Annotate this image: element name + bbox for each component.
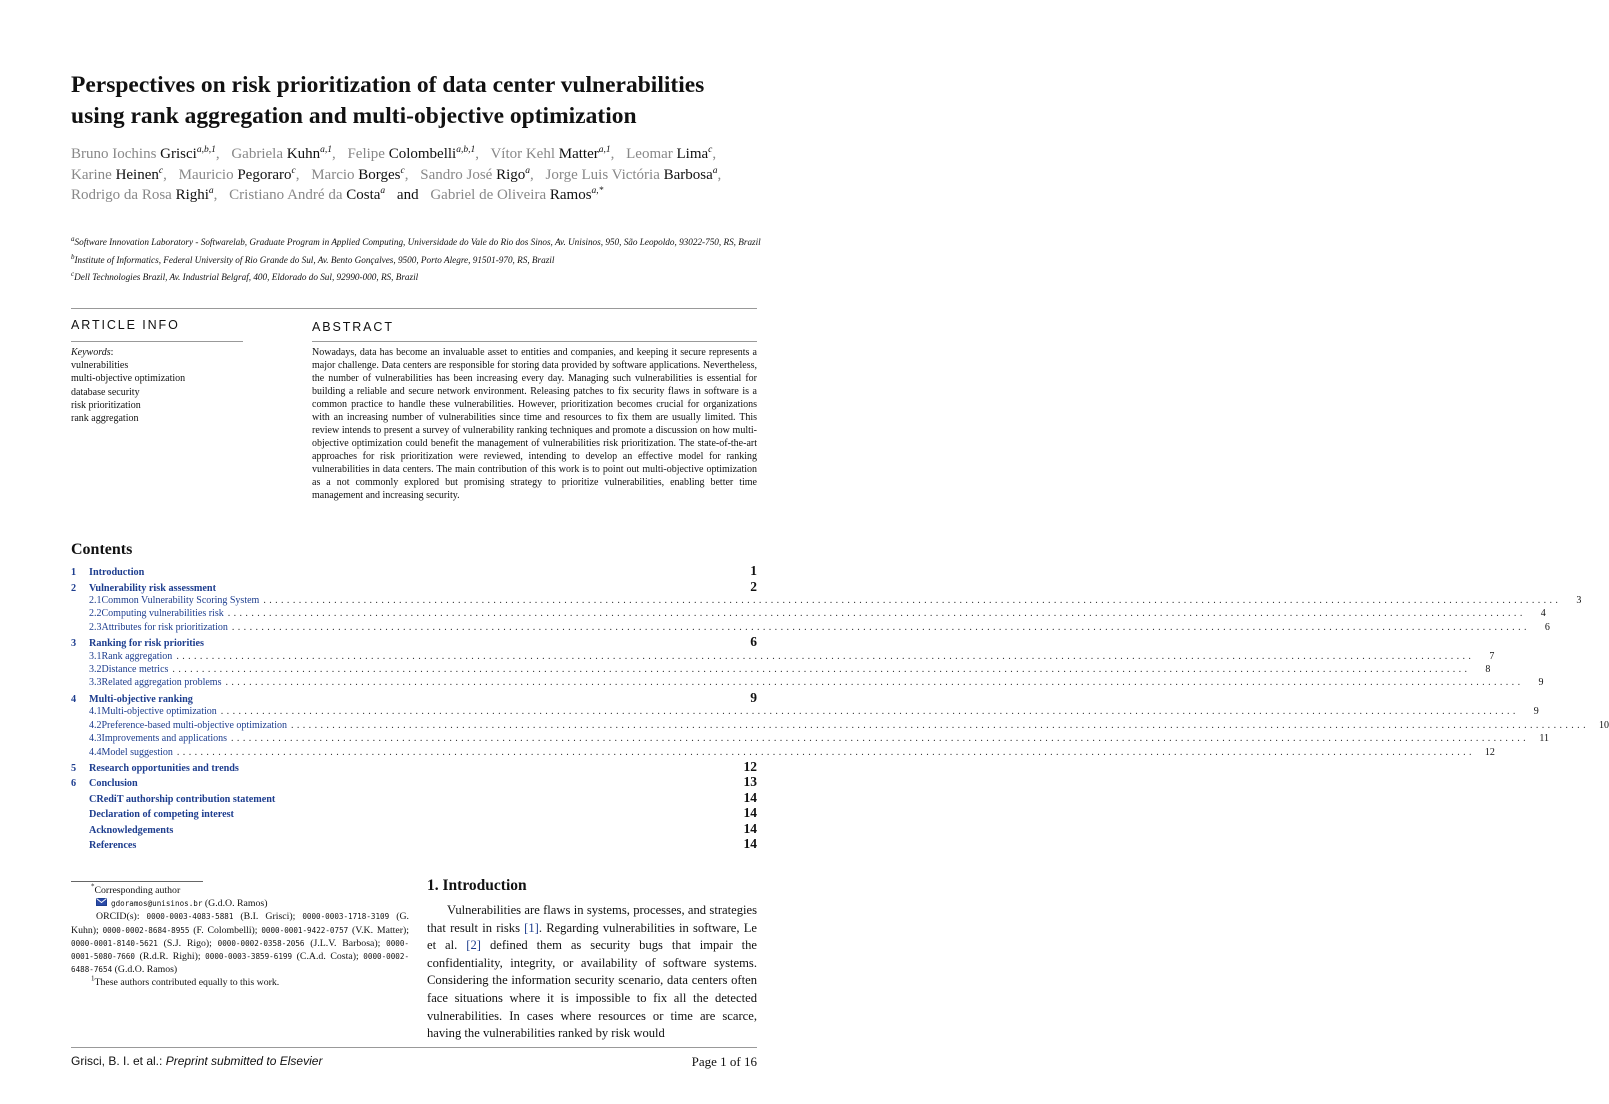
toc-label: Conclusion [89, 778, 138, 790]
author[interactable]: Vítor Kehl Matter$^{a,1}$, [490, 145, 615, 162]
equal-contribution-note: $^1$These authors contributed equally to this work. [91, 975, 280, 989]
toc-number: 4.4 [89, 746, 102, 758]
introduction-heading: 1. Introduction [427, 877, 527, 894]
orcid-id[interactable]: 0000-0002-6488-7654 [71, 952, 410, 975]
orcid-owner: (V.K. Matter); [352, 924, 409, 936]
toc-entry[interactable] [71, 676, 1544, 689]
toc-number: 3.2 [89, 664, 102, 676]
keyword: rank aggregation [71, 413, 139, 425]
keywords-list [71, 359, 271, 425]
author-surname: Lima [676, 146, 709, 162]
author[interactable]: Sandro José Rigo$^a$, [420, 165, 534, 183]
author-list [71, 144, 761, 206]
orcid-id[interactable]: 0000-0003-4083-5881 [146, 912, 234, 922]
author[interactable]: Bruno Iochins Grisci$^{a,b,1}$, [71, 145, 220, 162]
toc-number: 6 [71, 778, 77, 790]
orcid-owner: (J.L.V. Barbosa); [310, 937, 381, 949]
author-surname: Borges [358, 166, 401, 183]
orcid-owner: (B.I. Grisci); [240, 911, 296, 923]
abstract-text: Nowadays, data has become an invaluable asset to entities and companies, and keeping it secure represents a major challenge. Data centers are responsible for storing data provided by software applications. Nevertheless, the number of vulnerabilities has been increasing every day. Managing such vulnerabilities is essential for building a reliable and secure network environment. Releasing patches to fix security flaws in software is a common practice to handle these vulnerabilities. However, prioritization becomes crucial for organizations with an increasing number of vulnerabilities since time and resources to fix them are usually limited. This review intends to present a survey of vulnerability ranking techniques and promote a discussion on how multi-objective optimization could benefit the management of vulnerabilities risk prioritization. The state-of-the-art approaches for risk prioritization were reviewed, intending to develop an effective model for ranking vulnerabilities in data centers. The main contribution of this work is to point out multi-objective optimization as a not commonly explored but promising strategy to prioritize vulnerabilities, enabling better time management and increasing security. [312, 347, 757, 501]
toc-page: 3 [1576, 595, 1582, 606]
toc-entry[interactable] [71, 690, 757, 706]
toc-entry[interactable] [71, 650, 1495, 663]
footer-divider [71, 1047, 757, 1048]
orcid-id[interactable]: 0000-0002-0358-2056 [217, 938, 305, 948]
toc-number: 2.3 [89, 621, 102, 633]
toc-entry[interactable] [71, 607, 1546, 620]
toc-page: 12 [743, 758, 757, 774]
toc-leader: ............................................................................................................................................................................................................................ [227, 608, 1526, 620]
toc-page: 7 [1489, 650, 1495, 662]
toc-number: 2.1 [89, 595, 102, 606]
keyword: multi-objective optimization [71, 373, 186, 385]
email-line: gdoramos@unisinos.br (G.d.O. Ramos) [71, 897, 409, 910]
toc-label: Preference-based multi-objective optimization [101, 719, 287, 731]
affiliation-text: Software Innovation Laboratory - Softwarelab, Graduate Program in Applied Computing, Universidade do Vale do Rio dos Sinos, Av. Unisinos, 950, São Leopoldo, 93022-750, RS, Brazil [74, 237, 761, 247]
author-marks: a [525, 165, 531, 176]
paper-title: Perspectives on risk prioritization of data center vulnerabilities using rank aggregation and multi-objective optimization [71, 72, 705, 129]
author[interactable]: Jorge Luis Victória Barbosa$^a$, [545, 165, 722, 183]
toc-number: 2 [71, 582, 77, 594]
toc-page: 9 [1533, 706, 1539, 718]
affiliation [71, 254, 761, 267]
toc-number: 4.1 [89, 706, 102, 718]
email-address[interactable]: gdoramos@unisinos.br [111, 899, 203, 909]
author-marks: a,1 [320, 145, 332, 155]
intro-text-run: . Regarding vulnerabilities in software, Le et al. [427, 920, 757, 953]
toc-label: Improvements and applications [101, 733, 228, 745]
author[interactable]: Rodrigo da Rosa Righi$^a$, [71, 186, 218, 203]
affiliation-mark: b [71, 252, 75, 261]
toc-page: 6 [750, 634, 757, 650]
author-surname: Costa [346, 187, 381, 203]
contents-heading: Contents [71, 541, 133, 558]
toc-page: 6 [1544, 621, 1550, 633]
toc-entry[interactable] [71, 836, 757, 852]
abstract-heading: ABSTRACT [312, 320, 394, 334]
intro-text-run: Vulnerabilities are flaws in systems, processes, and strategies that result in risks [427, 903, 757, 935]
orcid-id[interactable]: 0000-0001-9422-0757 [261, 925, 349, 935]
orcid-owner: (F. Colombelli); [193, 924, 258, 936]
envelope-icon [96, 897, 107, 910]
toc-page: 9 [750, 689, 757, 705]
author-marks: a,* [591, 186, 604, 196]
toc-entry[interactable] [71, 579, 757, 595]
author-surname: Barbosa [663, 166, 713, 183]
author-marks: c [291, 165, 296, 176]
author-marks: a,1 [598, 145, 611, 155]
author-surname: Rigo [496, 166, 526, 183]
toc-leader: ............................................................................................................................................................................................................................ [290, 719, 1589, 731]
toc-leader: ............................................................................................................................................................................................................................ [231, 621, 1530, 633]
author-marks: a [380, 186, 386, 196]
orcid-id[interactable]: 0000-0003-3859-6199 [205, 952, 293, 962]
orcid-owner: (S.J. Rigo); [163, 937, 212, 949]
author[interactable]: Mauricio Pegoraro$^c$, [178, 165, 300, 183]
toc-label: Common Vulnerability Scoring System [101, 595, 260, 606]
author-marks: c [708, 145, 713, 155]
toc-leader: ............................................................................................................................................................................................................................ [176, 650, 1475, 662]
author-marks: a [712, 165, 718, 176]
toc-number: 1 [71, 567, 77, 578]
toc-label: Ranking for risk priorities [89, 638, 204, 650]
affiliation [71, 271, 761, 284]
orcid-id[interactable]: 0000-0001-5080-7660 [71, 938, 409, 962]
author[interactable]: Felipe Colombelli$^{a,b,1}$, [347, 145, 479, 162]
author-surname: Kuhn [286, 146, 321, 162]
toc-leader: ............................................................................................................................................................................................................................ [263, 595, 1562, 606]
toc-entry[interactable] [71, 821, 757, 837]
orcid-list [71, 910, 409, 976]
toc-label: References [89, 840, 137, 852]
toc-page: 12 [1484, 746, 1495, 758]
toc-page: 13 [743, 774, 757, 790]
keyword: risk prioritization [71, 399, 141, 411]
affiliation-text: Dell Technologies Brazil, Av. Industrial Belgraf, 400, Eldorado do Sul, 92990-000, RS, Brazil [74, 272, 419, 282]
toc-entry[interactable] [71, 790, 757, 806]
toc-label: Computing vulnerabilities risk [101, 608, 224, 620]
toc-leader: ............................................................................................................................................................................................................................ [172, 664, 1471, 676]
affiliation-mark: c [71, 269, 75, 278]
toc-entry[interactable] [71, 621, 1550, 634]
toc-label: Multi-objective optimization [101, 706, 217, 718]
toc-entry[interactable] [71, 732, 1550, 745]
page-number: Page 1 of 16 [691, 1054, 757, 1069]
author[interactable]: Gabriel de Oliveira Ramos$^{a,*}$ [430, 186, 604, 203]
author[interactable]: Gabriela Kuhn$^{a,1}$, [231, 145, 336, 162]
orcid-owner: (G. Kuhn); [71, 911, 409, 936]
keyword: vulnerabilities [71, 360, 129, 372]
author-surname: Pegoraro [237, 166, 292, 183]
toc-label: Distance metrics [101, 664, 169, 676]
toc-number: 5 [71, 762, 77, 774]
author[interactable]: Marcio Borges$^c$, [311, 165, 409, 183]
author[interactable]: Cristiano André da Costa$^a$ [229, 186, 386, 203]
author-marks: c [158, 165, 164, 176]
toc-label: Vulnerability risk assessment [89, 582, 216, 594]
toc-entry[interactable] [71, 594, 1582, 607]
toc-label: Related aggregation problems [101, 677, 222, 689]
toc-page: 2 [750, 578, 757, 594]
toc-entry[interactable] [71, 663, 1491, 676]
footer-citation: Grisci, B. I. et al.: Preprint submitted to Elsevier [71, 1054, 323, 1068]
author-surname: Matter [558, 146, 599, 162]
toc-page: 8 [1485, 664, 1491, 676]
abstract-divider [312, 341, 757, 342]
orcid-id[interactable]: 0000-0003-1718-3109 [302, 912, 390, 922]
keyword: database security [71, 386, 140, 398]
toc-page: 1 [750, 563, 757, 578]
toc-number: 2.2 [89, 608, 102, 620]
toc-page: 11 [1539, 733, 1550, 745]
toc-page: 14 [743, 836, 757, 852]
orcid-owner: (G.d.O. Ramos) [114, 964, 178, 976]
keywords-block: Keywords: vulnerabilities multi-objective optimization database security risk prioritization rank aggregation [71, 346, 271, 425]
affiliations [71, 236, 761, 289]
orcid-id[interactable]: 0000-0001-8140-5621 [71, 938, 158, 948]
author-marks: a,b,1 [456, 145, 476, 155]
toc-entry[interactable] [71, 774, 757, 790]
toc-number: 3.3 [89, 677, 102, 689]
toc-page: 14 [743, 789, 757, 805]
orcid-owner: (R.d.R. Righi); [139, 951, 201, 963]
toc-label: Attributes for risk prioritization [101, 621, 228, 633]
toc-leader: ............................................................................................................................................................................................................................ [225, 677, 1524, 689]
orcid-owner: (C.A.d. Costa); [296, 951, 359, 963]
affiliation [71, 236, 761, 249]
author-surname: Ramos [549, 187, 592, 203]
toc-entry[interactable] [71, 634, 757, 650]
toc-page: 9 [1538, 677, 1544, 689]
table-of-contents [71, 563, 1609, 852]
toc-entry[interactable] [71, 719, 1609, 732]
toc-label: Acknowledgements [89, 824, 174, 836]
author-surname: Grisci [160, 146, 197, 162]
author-marks: c [400, 165, 405, 176]
toc-entry[interactable] [71, 805, 757, 821]
author[interactable]: Leomar Lima$^c$, [626, 145, 717, 162]
toc-number: 4.2 [89, 719, 102, 731]
toc-label: Introduction [89, 567, 145, 578]
toc-entry[interactable] [71, 563, 757, 579]
affiliation-text: Institute of Informatics, Federal University of Rio Grande do Sul, Av. Bento Gonçalves, 9500, Porto Alegre, 91501-970, RS, Brazil [74, 254, 555, 265]
affiliation-mark: a [71, 234, 75, 243]
toc-label: CRediT authorship contribution statement [89, 793, 276, 805]
author-surname: Heinen [115, 166, 159, 183]
toc-number: 3.1 [89, 650, 102, 662]
toc-number: 3 [71, 638, 77, 650]
toc-label: Multi-objective ranking [89, 693, 193, 705]
toc-page: 14 [743, 820, 757, 836]
article-info-divider [71, 341, 243, 342]
toc-entry[interactable] [71, 746, 1495, 759]
introduction-text [427, 902, 757, 1043]
corresponding-author-note: *Corresponding author [91, 882, 181, 896]
toc-entry[interactable] [71, 759, 757, 775]
toc-leader: ............................................................................................................................................................................................................................ [220, 706, 1519, 718]
author[interactable]: Karine Heinen$^c$, [71, 165, 167, 183]
toc-page: 10 [1598, 719, 1609, 731]
author-marks: a [208, 186, 214, 196]
toc-leader: ............................................................................................................................................................................................................................ [176, 746, 1475, 758]
toc-page: 14 [743, 805, 757, 821]
orcid-label: ORCID(s): [96, 911, 140, 923]
citation-link[interactable]: [1] [524, 920, 539, 935]
toc-label: Model suggestion [101, 746, 173, 758]
author-marks: a,b,1 [196, 145, 216, 155]
keywords-label: Keywords [71, 347, 111, 358]
footnotes [71, 884, 409, 990]
authors-and: and [396, 187, 419, 203]
author-surname: Righi [175, 187, 209, 203]
toc-leader: ............................................................................................................................................................................................................................ [231, 733, 1530, 745]
citation-link[interactable]: [2] [466, 938, 481, 953]
toc-label: Declaration of competing interest [89, 809, 234, 821]
toc-label: Research opportunities and trends [89, 762, 239, 774]
toc-number: 4.3 [89, 733, 102, 745]
author-surname: Colombelli [388, 146, 457, 162]
toc-label: Rank aggregation [101, 650, 173, 662]
toc-number: 4 [71, 693, 77, 705]
toc-entry[interactable] [71, 705, 1539, 718]
article-info-heading: ARTICLE INFO [71, 318, 180, 332]
toc-page: 4 [1540, 608, 1546, 620]
intro-text-run: defined them as security bugs that impair the confidentiality, integrity, or availability of software systems. Considering the information security scenario, data centers often face situations where it is impossible to fix all the detected vulnerabilities. In cases where resources or time are scarce, having the vulnerabilities ranked by risk would [427, 938, 757, 1041]
orcid-id[interactable]: 0000-0002-8684-8955 [102, 925, 190, 935]
header-divider [71, 308, 757, 309]
